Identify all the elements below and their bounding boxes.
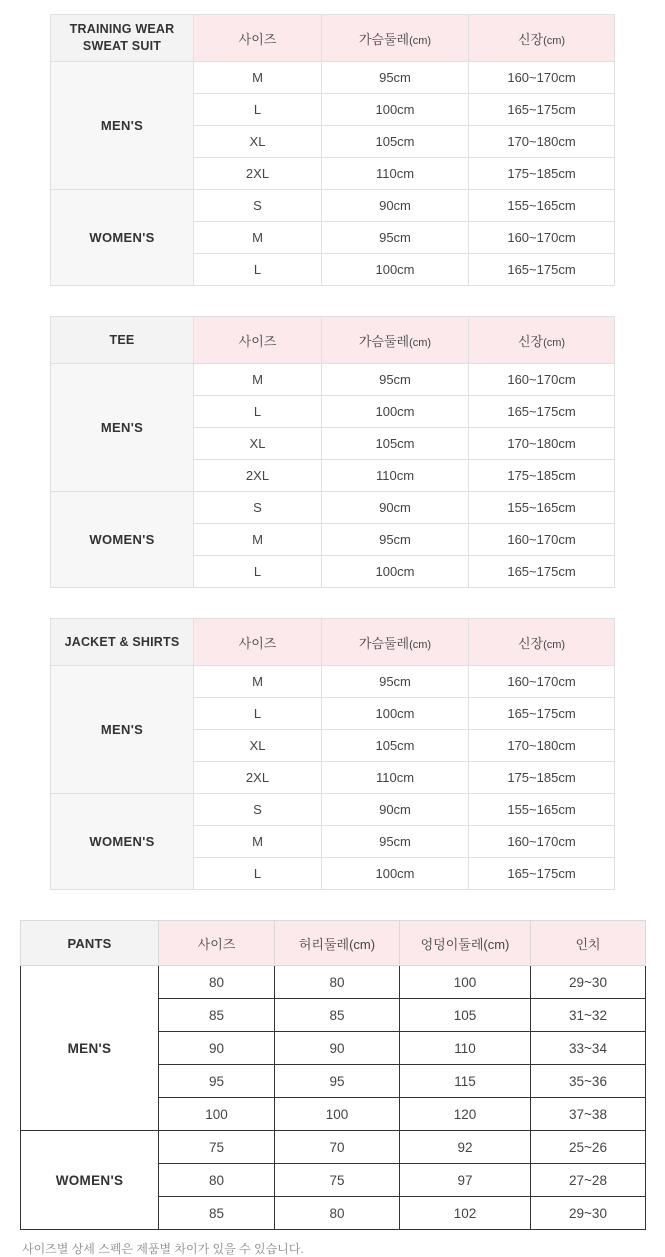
cell-height: 165~175cm [469, 94, 615, 126]
cell-size: XL [194, 428, 322, 460]
cell-height: 175~185cm [469, 158, 615, 190]
cell-waist: 100 [275, 1098, 400, 1131]
cell-chest: 90cm [322, 190, 469, 222]
table-row [51, 62, 615, 94]
column-header-height [469, 15, 615, 62]
cell-chest: 100cm [322, 254, 469, 286]
table-header-row [51, 317, 615, 364]
cell-size: 2XL [194, 158, 322, 190]
cell-size: 85 [159, 1197, 275, 1230]
cell-chest: 110cm [322, 158, 469, 190]
cell-size: 80 [159, 1164, 275, 1197]
cell-height: 160~170cm [469, 62, 615, 94]
cell-size: 90 [159, 1032, 275, 1065]
cell-chest: 100cm [322, 698, 469, 730]
training-wear-size-table [50, 14, 615, 286]
cell-waist: 95 [275, 1065, 400, 1098]
column-header-size: 사이즈 [159, 921, 275, 966]
cell-size: L [194, 396, 322, 428]
cell-inch: 29~30 [531, 1197, 646, 1230]
section-spacer [0, 588, 665, 618]
cell-size: M [194, 364, 322, 396]
cell-height: 165~175cm [469, 858, 615, 890]
cell-size: 85 [159, 999, 275, 1032]
top-spacer [0, 0, 665, 14]
cell-hip: 120 [400, 1098, 531, 1131]
column-unit: (cm) [409, 638, 432, 651]
table-row [51, 492, 615, 524]
column-header-size [194, 619, 322, 666]
column-unit: (cm) [543, 336, 566, 349]
section-spacer [0, 890, 665, 920]
column-unit: (cm) [409, 34, 432, 47]
cell-chest: 95cm [322, 364, 469, 396]
cell-chest: 95cm [322, 826, 469, 858]
tee-size-table [50, 316, 615, 588]
cell-inch: 27~28 [531, 1164, 646, 1197]
cell-chest: 105cm [322, 730, 469, 762]
column-label: 가슴둘레 [358, 333, 410, 349]
cell-size: XL [194, 126, 322, 158]
group-label-mens: MEN'S [51, 364, 194, 492]
table-title [51, 15, 194, 62]
cell-chest: 95cm [322, 666, 469, 698]
column-header-chest [322, 15, 469, 62]
cell-size: 80 [159, 966, 275, 999]
cell-size: M [194, 826, 322, 858]
cell-size: 75 [159, 1131, 275, 1164]
jacket-shirts-size-table [50, 618, 615, 890]
table-row [21, 1131, 646, 1164]
column-header-waist: 허리둘레(cm) [275, 921, 400, 966]
column-label: 신장 [517, 635, 544, 651]
tee-table-wrap [0, 316, 665, 588]
cell-size: S [194, 492, 322, 524]
cell-hip: 115 [400, 1065, 531, 1098]
table-header-row [21, 921, 646, 966]
cell-hip: 97 [400, 1164, 531, 1197]
column-header-height [469, 317, 615, 364]
column-unit: (cm) [543, 638, 566, 651]
jacket-shirts-table-wrap [0, 618, 665, 890]
cell-height: 155~165cm [469, 492, 615, 524]
cell-height: 160~170cm [469, 826, 615, 858]
cell-height: 175~185cm [469, 460, 615, 492]
table-row [51, 190, 615, 222]
table-title: PANTS [21, 921, 159, 966]
cell-chest: 90cm [322, 794, 469, 826]
cell-inch: 25~26 [531, 1131, 646, 1164]
column-label: 가슴둘레 [358, 635, 410, 651]
column-header-size [194, 317, 322, 364]
table-row [51, 666, 615, 698]
cell-size: S [194, 190, 322, 222]
table-header-row [51, 619, 615, 666]
cell-hip: 102 [400, 1197, 531, 1230]
cell-size: M [194, 666, 322, 698]
pants-table-wrap [0, 920, 665, 1230]
cell-size: XL [194, 730, 322, 762]
cell-height: 165~175cm [469, 698, 615, 730]
group-label-mens: MEN'S [51, 62, 194, 190]
cell-waist: 80 [275, 1197, 400, 1230]
pants-size-table [20, 920, 646, 1230]
cell-inch: 33~34 [531, 1032, 646, 1065]
cell-hip: 92 [400, 1131, 531, 1164]
cell-size: M [194, 524, 322, 556]
cell-chest: 95cm [322, 222, 469, 254]
cell-size: 95 [159, 1065, 275, 1098]
cell-height: 170~180cm [469, 126, 615, 158]
table-row [21, 966, 646, 999]
cell-chest: 90cm [322, 492, 469, 524]
cell-height: 175~185cm [469, 762, 615, 794]
cell-chest: 105cm [322, 126, 469, 158]
cell-height: 160~170cm [469, 364, 615, 396]
cell-chest: 100cm [322, 94, 469, 126]
cell-height: 170~180cm [469, 428, 615, 460]
column-header-hip: 엉덩이둘레(cm) [400, 921, 531, 966]
column-label: 가슴둘레 [358, 31, 410, 47]
table-header-row [51, 15, 615, 62]
cell-waist: 80 [275, 966, 400, 999]
column-label: 신장 [517, 333, 544, 349]
cell-height: 155~165cm [469, 190, 615, 222]
column-label: 사이즈 [238, 333, 277, 349]
column-label: 사이즈 [238, 635, 277, 651]
table-title: JACKET & SHIRTS [51, 619, 194, 666]
column-label: 신장 [517, 31, 544, 47]
table-row [51, 794, 615, 826]
column-unit: (cm) [409, 336, 432, 349]
cell-hip: 100 [400, 966, 531, 999]
cell-inch: 35~36 [531, 1065, 646, 1098]
cell-height: 170~180cm [469, 730, 615, 762]
cell-height: 160~170cm [469, 666, 615, 698]
cell-height: 160~170cm [469, 524, 615, 556]
cell-inch: 31~32 [531, 999, 646, 1032]
cell-waist: 90 [275, 1032, 400, 1065]
group-label-mens: MEN'S [21, 966, 159, 1131]
group-label-womens: WOMEN'S [51, 794, 194, 890]
cell-size: 100 [159, 1098, 275, 1131]
group-label-womens: WOMEN'S [51, 492, 194, 588]
cell-height: 165~175cm [469, 254, 615, 286]
cell-hip: 110 [400, 1032, 531, 1065]
group-label-womens: WOMEN'S [21, 1131, 159, 1230]
training-wear-table-wrap [0, 14, 665, 286]
cell-size: L [194, 556, 322, 588]
cell-inch: 37~38 [531, 1098, 646, 1131]
cell-hip: 105 [400, 999, 531, 1032]
cell-height: 155~165cm [469, 794, 615, 826]
table-title-line1: TRAINING WEAR [69, 22, 175, 37]
cell-chest: 100cm [322, 556, 469, 588]
group-label-mens: MEN'S [51, 666, 194, 794]
cell-height: 165~175cm [469, 556, 615, 588]
cell-size: M [194, 62, 322, 94]
cell-chest: 100cm [322, 858, 469, 890]
cell-size: 2XL [194, 460, 322, 492]
cell-height: 160~170cm [469, 222, 615, 254]
column-header-chest [322, 619, 469, 666]
cell-size: L [194, 698, 322, 730]
cell-inch: 29~30 [531, 966, 646, 999]
column-header-inch: 인치 [531, 921, 646, 966]
cell-waist: 75 [275, 1164, 400, 1197]
footnote-text: 사이즈별 상세 스펙은 제품별 차이가 있을 수 있습니다. [22, 1242, 304, 1256]
cell-size: L [194, 94, 322, 126]
column-unit: (cm) [543, 34, 566, 47]
column-header-chest [322, 317, 469, 364]
cell-size: L [194, 254, 322, 286]
column-header-height [469, 619, 615, 666]
cell-chest: 100cm [322, 396, 469, 428]
table-title: TEE [51, 317, 194, 364]
cell-size: 2XL [194, 762, 322, 794]
cell-waist: 85 [275, 999, 400, 1032]
cell-waist: 70 [275, 1131, 400, 1164]
cell-chest: 110cm [322, 762, 469, 794]
table-row [51, 364, 615, 396]
cell-chest: 105cm [322, 428, 469, 460]
cell-height: 165~175cm [469, 396, 615, 428]
table-title-line2: SWEAT SUIT [82, 39, 162, 53]
cell-size: L [194, 858, 322, 890]
cell-chest: 95cm [322, 524, 469, 556]
column-label: 사이즈 [238, 31, 277, 47]
cell-chest: 95cm [322, 62, 469, 94]
group-label-womens: WOMEN'S [51, 190, 194, 286]
section-spacer [0, 286, 665, 316]
cell-size: S [194, 794, 322, 826]
cell-size: M [194, 222, 322, 254]
column-header-size [194, 15, 322, 62]
cell-chest: 110cm [322, 460, 469, 492]
